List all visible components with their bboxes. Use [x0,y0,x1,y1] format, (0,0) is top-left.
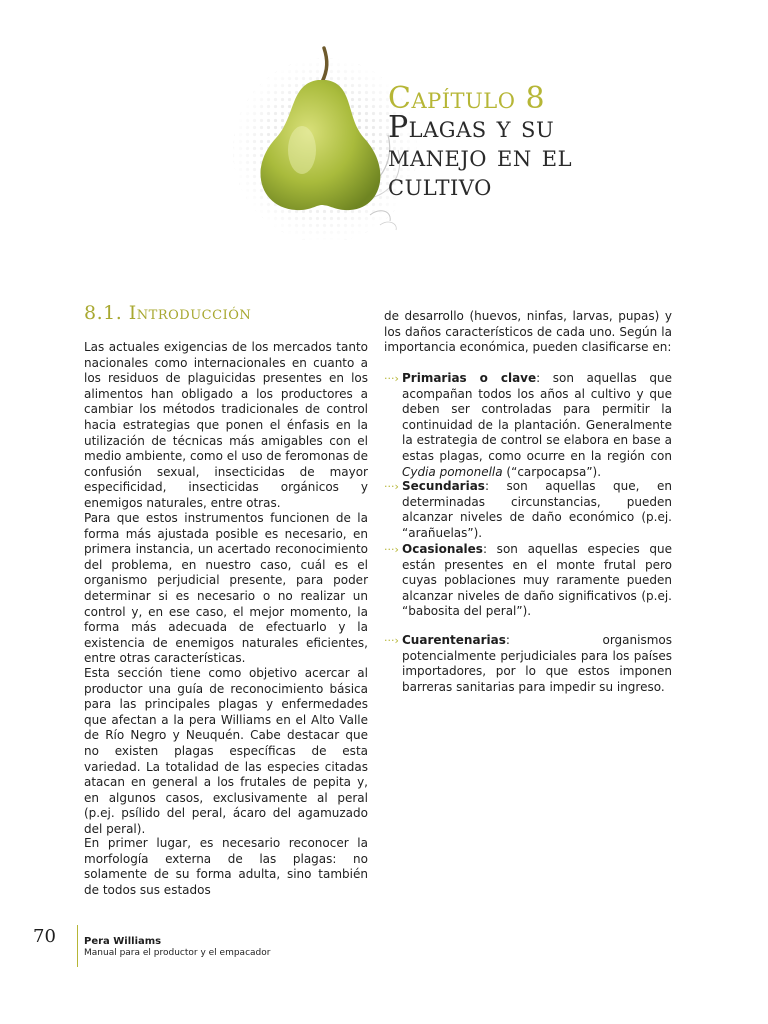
paragraph: Para que estos instrumentos funcionen de la forma más ajustada posible es necesario, en primera instancia, un acertado reconocimiento del problema, en nuestro caso, cuál es el organismo perjudicial presente, para poder determinar si es necesario o no realizar un control y, en ese caso, el mejor momento, la forma más adecuada de efectuarlo y la existencia de enemigos naturales eficientes, entre otras características. [84,511,368,666]
arrow-icon: ···› [384,480,399,493]
paragraph: En primer lugar, es necesario reconocer la morfología externa de las plagas: no solamente de su forma adulta, sino también de todos sus estados [84,836,368,897]
page-number: 70 [33,926,56,947]
list-item [384,371,672,480]
arrow-icon: ···› [384,372,399,385]
chapter-title: Plagas y su manejo en el cultivo [388,110,573,203]
bullet-text: : organismos potencialmente perjudiciales para los países importadores, por lo que estos imponen barreras sanitarias para impedir su ingreso. [402,633,672,694]
paragraph: de desarrollo (huevos, ninfas, larvas, pupas) y los daños característicos de cada uno. Según la importancia económica, pueden clasificarse en: [384,309,672,355]
bullet-text: (“carpocapsa”). [502,464,602,479]
bullet-term: Cuarentenarias [402,633,506,647]
list-item [384,479,672,541]
section-title: 8.1. Introducción [84,302,252,324]
book-subtitle: Manual para el productor y el empacador [84,948,271,958]
chapter-heading [388,81,748,203]
arrow-icon: ···› [384,543,399,556]
list-item [384,633,672,695]
arrow-icon: ···› [384,634,399,647]
bullet-italic: Cydia pomonella [402,464,503,479]
bullet-term: Ocasionales [402,542,483,556]
book-title: Pera Williams [84,936,162,947]
paragraph: Las actuales exigencias de los mercados tanto nacionales como internacionales en cuanto a los residuos de plaguicidas presentes en los alimentos han obligado a los productores a cambiar los métodos tradicionales de control hacia estrategias que ponen el énfasis en la utilización de técnicas más amigables con el medio ambiente, como el uso de feromonas de confusión sexual, insecticidas de mayor especificidad, insecticidas orgánicos y enemigos naturales, entre otras. [84,340,368,510]
bullet-text: : son aquellas que, en determinadas circunstancias, pueden alcanzar niveles de daño económico (p.ej. “arañuelas”). [402,479,672,540]
bullet-text: : son aquellas que acompañan todos los años al cultivo y que deben ser controladas para permitir la continuidad de la plantación. Generalmente la estrategia de control se elabora en base a estas plagas, como ocurre en la región con [402,371,672,463]
footer-divider [77,925,78,967]
chapter-number: Capítulo 8 [388,81,546,116]
list-item [384,542,672,620]
paragraph: Esta sección tiene como objetivo acercar al productor una guía de reconocimiento básica para las principales plagas y enfermedades que afectan a la pera Williams en el Alto Valle de Río Negro y Neuquén. Cabe destacar que no existen plagas específicas de esta variedad. La totalidad de las especies citadas atacan en general a los frutales de pepita y, en algunos casos, exclusivamente al peral (p.ej. psílido del peral, ácaro del agamuzado del peral). [84,666,368,836]
bullet-term: Secundarias [402,479,485,493]
bullet-text: : son aquellas especies que están presentes en el monte frutal pero cuyas poblaciones muy raramente pueden alcanzar niveles de daño significativos (p.ej. “babosita del peral”). [402,542,672,619]
bullet-term: Primarias o clave [402,371,537,385]
